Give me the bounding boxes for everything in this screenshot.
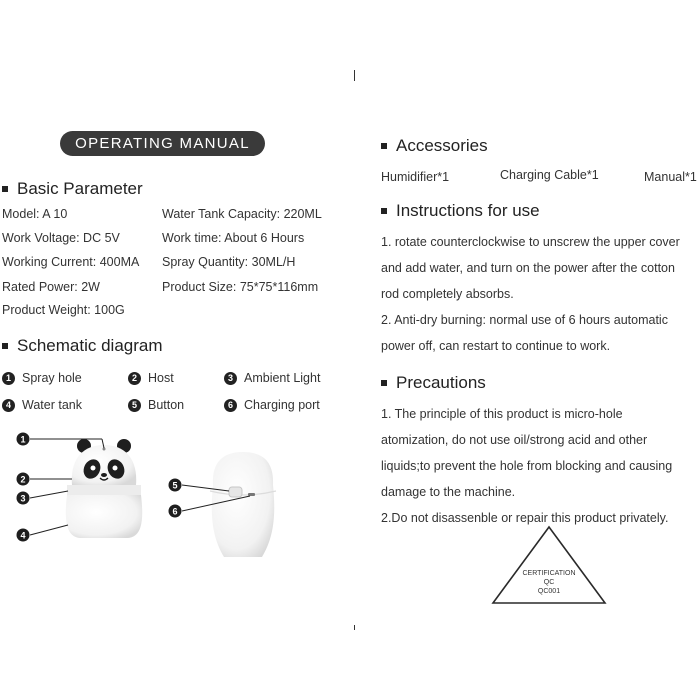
panda-humidifier-front	[66, 439, 142, 538]
legend-charging-port	[224, 398, 320, 412]
callout-4-label: 4	[20, 530, 26, 541]
bullet-square-icon	[381, 380, 387, 386]
tank-shape	[66, 495, 142, 538]
precautions-line-4: damage to the machine.	[381, 485, 516, 499]
callout-6-label: 6	[172, 506, 178, 517]
instructions-line-2: and add water, and turn on the power after the cotton	[381, 261, 675, 275]
schematic-illustration	[0, 425, 320, 570]
number-6-icon: 6	[224, 399, 237, 412]
accessories-heading	[381, 136, 488, 156]
legend-ambient-light	[224, 371, 320, 385]
certification-line-3: QC001	[537, 588, 561, 595]
manual-title-badge: OPERATING MANUAL	[60, 131, 265, 156]
precautions-line-2: atomization, do not use oil/strong acid and other	[381, 433, 648, 447]
param-product-size: Product Size: 75*75*116mm	[162, 280, 319, 294]
instructions-line-1: 1. rotate counterclockwise to unscrew the upper cover	[381, 235, 680, 249]
number-1-icon: 1	[2, 372, 15, 385]
param-rated-power: Rated Power: 2W	[2, 280, 100, 294]
param-work-voltage: Work Voltage: DC 5V	[2, 231, 120, 245]
instructions-heading-text: Instructions for use	[396, 201, 540, 220]
precautions-line-5: 2.Do not disassenble or repair this product privately.	[381, 511, 669, 525]
nose-icon	[101, 473, 107, 477]
param-working-current: Working Current: 400MA	[2, 255, 140, 269]
certification-line-1: CERTIFICATION	[522, 570, 576, 577]
certification-line-2: QC	[543, 579, 555, 586]
legend-host	[128, 371, 174, 385]
legend-label: Spray hole	[22, 371, 82, 385]
basic-parameter-heading	[2, 179, 143, 199]
legend-spray-hole	[2, 371, 82, 385]
schematic-heading-text: Schematic diagram	[17, 336, 163, 355]
power-button-icon	[229, 487, 242, 497]
instructions-line-4: 2. Anti-dry burning: normal use of 6 hours automatic	[381, 313, 668, 327]
bullet-square-icon	[2, 343, 8, 349]
precautions-line-1: 1. The principle of this product is micro-hole	[381, 407, 623, 421]
precautions-heading-text: Precautions	[396, 373, 486, 392]
number-5-icon: 5	[128, 399, 141, 412]
schematic-heading	[2, 336, 163, 356]
callout-2-label: 2	[20, 474, 26, 485]
number-2-icon: 2	[128, 372, 141, 385]
accessory-charging-cable: Charging Cable*1	[500, 168, 599, 182]
basic-parameter-heading-text: Basic Parameter	[17, 179, 143, 198]
precautions-heading	[381, 373, 486, 393]
precautions-line-3: liquids;to prevent the hole from blocking and causing	[381, 459, 673, 473]
callout-3-label: 3	[20, 493, 26, 504]
bullet-square-icon	[381, 143, 387, 149]
callout-5-label: 5	[172, 480, 178, 491]
param-water-tank-capacity: Water Tank Capacity: 220ML	[162, 207, 322, 221]
page-divider-top	[354, 70, 355, 81]
callout-1-label: 1	[20, 434, 26, 445]
legend-label: Button	[148, 398, 185, 412]
param-model: Model: A 10	[2, 207, 68, 221]
page-divider-bottom	[354, 625, 355, 630]
accessory-manual: Manual*1	[644, 170, 697, 184]
legend-label: Charging port	[244, 398, 320, 412]
accessories-heading-text: Accessories	[396, 136, 488, 155]
legend-label: Ambient Light	[244, 371, 321, 385]
side-body-shape	[212, 452, 274, 557]
legend-button	[128, 398, 184, 412]
legend-water-tank	[2, 398, 82, 412]
param-work-time: Work time: About 6 Hours	[162, 231, 305, 245]
instructions-line-3: rod completely absorbs.	[381, 287, 514, 301]
instructions-heading	[381, 201, 540, 221]
humidifier-side-view	[210, 452, 276, 557]
number-4-icon: 4	[2, 399, 15, 412]
ambient-light-band	[67, 485, 141, 495]
number-3-icon: 3	[224, 372, 237, 385]
instructions-line-5: power off, can restart to continue to work.	[381, 339, 611, 353]
bullet-square-icon	[2, 186, 8, 192]
certification-stamp	[488, 523, 610, 607]
legend-label: Water tank	[22, 398, 82, 412]
param-spray-quantity: Spray Quantity: 30ML/H	[162, 255, 296, 269]
accessory-humidifier: Humidifier*1	[381, 170, 450, 184]
param-product-weight: Product Weight: 100G	[2, 303, 125, 317]
legend-label: Host	[148, 371, 174, 385]
charging-port-icon	[248, 493, 255, 496]
bullet-square-icon	[381, 208, 387, 214]
